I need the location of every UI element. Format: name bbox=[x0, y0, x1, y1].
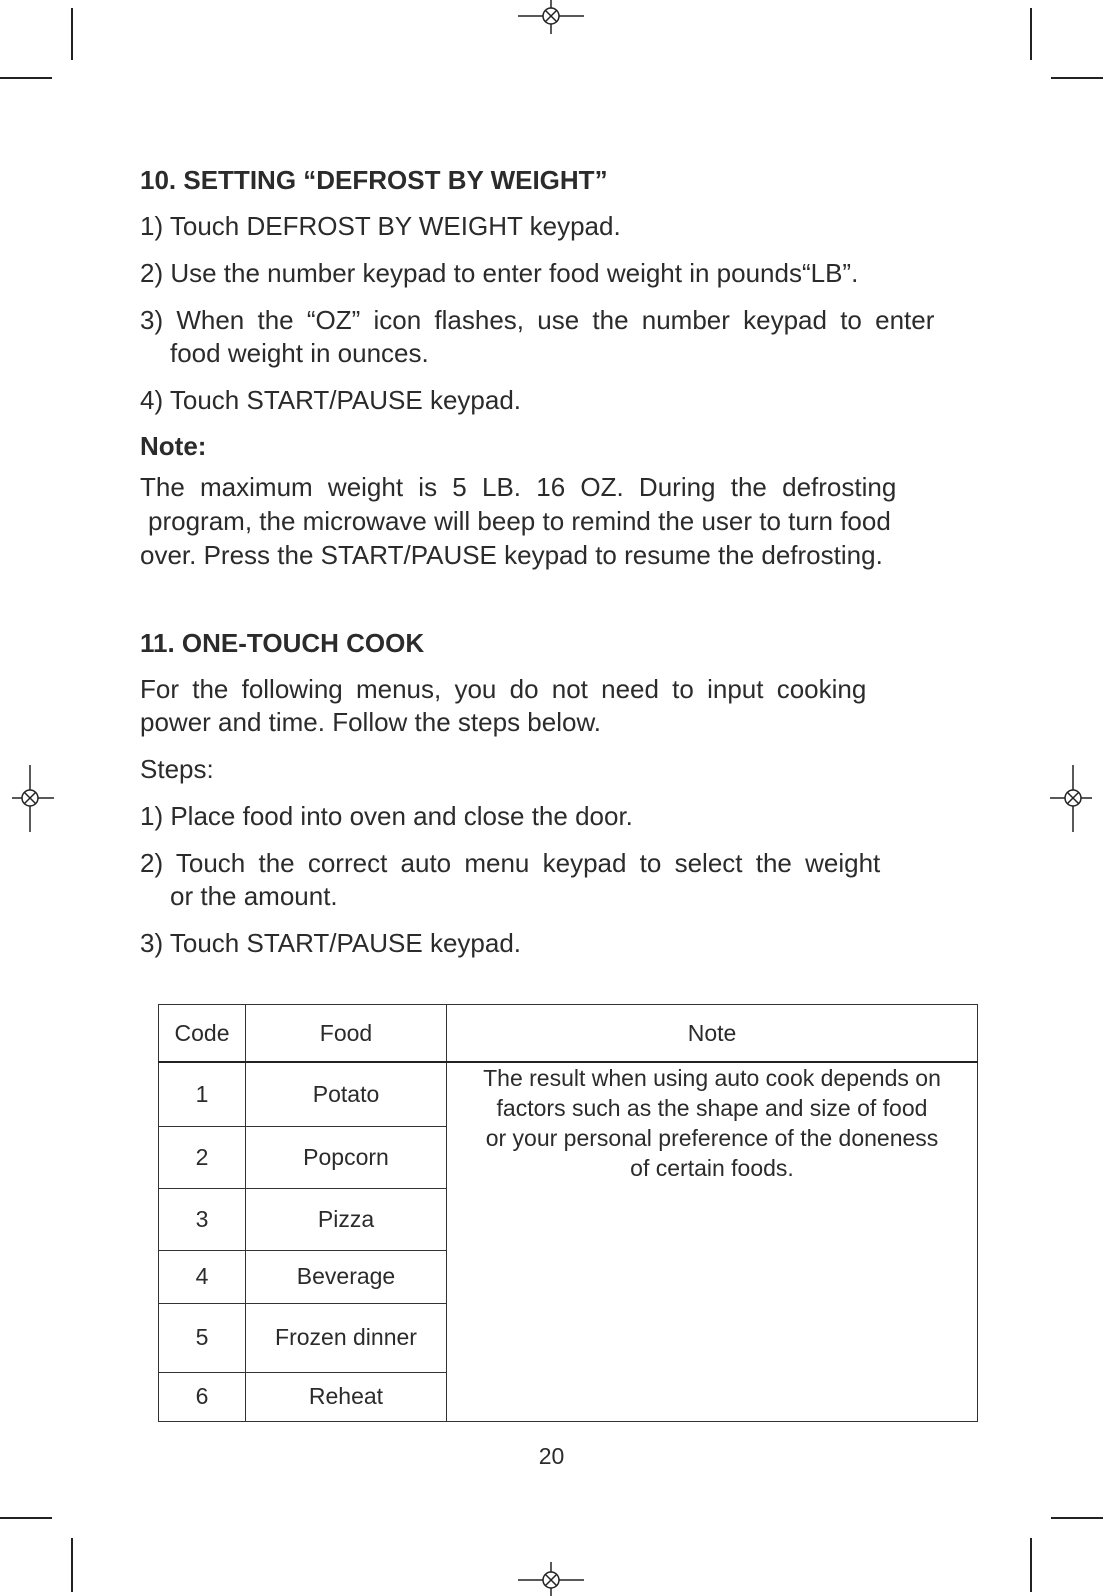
table-row bbox=[159, 1062, 978, 1126]
registration-mark-top-icon bbox=[518, 0, 584, 34]
section-10-heading: 10. SETTING “DEFROST BY WEIGHT” bbox=[140, 165, 608, 195]
registration-mark-bottom-icon bbox=[518, 1562, 584, 1596]
section-10-step: 1) Touch DEFROST BY WEIGHT keypad. bbox=[140, 211, 621, 241]
food-cell: Popcorn bbox=[246, 1126, 447, 1188]
note-cell bbox=[447, 1062, 978, 1421]
section-11-step: 2) Touch the correct auto menu keypad to select the weight bbox=[140, 848, 881, 878]
code-cell: 5 bbox=[159, 1303, 246, 1372]
food-cell: Frozen dinner bbox=[246, 1303, 447, 1372]
food-cell: Pizza bbox=[246, 1188, 447, 1250]
code-cell: 2 bbox=[159, 1126, 246, 1188]
section-10-step: 2) Use the number keypad to enter food weight in pounds“LB”. bbox=[140, 258, 859, 288]
section-11-intro-line: power and time. Follow the steps below. bbox=[140, 707, 602, 737]
section-11-intro-line: For the following menus, you do not need to input cooking bbox=[140, 674, 867, 704]
section-10-step: 4) Touch START/PAUSE keypad. bbox=[140, 385, 522, 415]
section-10-step-continuation: food weight in ounces. bbox=[170, 338, 429, 368]
registration-mark-right-icon bbox=[1050, 765, 1092, 832]
page-content bbox=[140, 165, 1020, 960]
steps-label: Steps: bbox=[140, 754, 214, 784]
code-cell: 1 bbox=[159, 1062, 246, 1126]
note-label: Note: bbox=[140, 431, 207, 461]
section-11-step: 3) Touch START/PAUSE keypad. bbox=[140, 928, 522, 958]
code-cell: 3 bbox=[159, 1188, 246, 1250]
code-cell: 6 bbox=[159, 1372, 246, 1421]
header-code: Code bbox=[159, 1005, 246, 1063]
section-11-step: 1) Place food into oven and close the door. bbox=[140, 801, 633, 831]
code-cell: 4 bbox=[159, 1250, 246, 1303]
note-cell-line: of certain foods. bbox=[630, 1155, 794, 1181]
section-11-step-continuation: or the amount. bbox=[170, 881, 338, 911]
note-cell-line: The result when using auto cook depends on bbox=[483, 1065, 941, 1091]
registration-mark-left-icon bbox=[12, 765, 54, 832]
food-cell: Beverage bbox=[246, 1250, 447, 1303]
note-text-line: over. Press the START/PAUSE keypad to resume the defrosting. bbox=[140, 540, 883, 570]
auto-cook-table bbox=[158, 1004, 978, 1422]
section-10-step: 3) When the “OZ” icon flashes, use the number keypad to enter bbox=[140, 305, 935, 335]
note-text-line: program, the microwave will beep to remind the user to turn food bbox=[148, 506, 891, 536]
page-number: 20 bbox=[538, 1443, 565, 1469]
food-cell: Potato bbox=[246, 1062, 447, 1126]
note-text-line: The maximum weight is 5 LB. 16 OZ. During the defrosting bbox=[140, 472, 897, 502]
note-cell-line: or your personal preference of the doneness bbox=[485, 1125, 939, 1151]
header-food: Food bbox=[246, 1005, 447, 1063]
section-11-heading: 11. ONE-TOUCH COOK bbox=[140, 628, 425, 658]
header-note: Note bbox=[447, 1005, 978, 1063]
note-cell-line: factors such as the shape and size of food bbox=[496, 1095, 928, 1121]
food-cell: Reheat bbox=[246, 1372, 447, 1421]
table-header-row bbox=[159, 1005, 978, 1063]
